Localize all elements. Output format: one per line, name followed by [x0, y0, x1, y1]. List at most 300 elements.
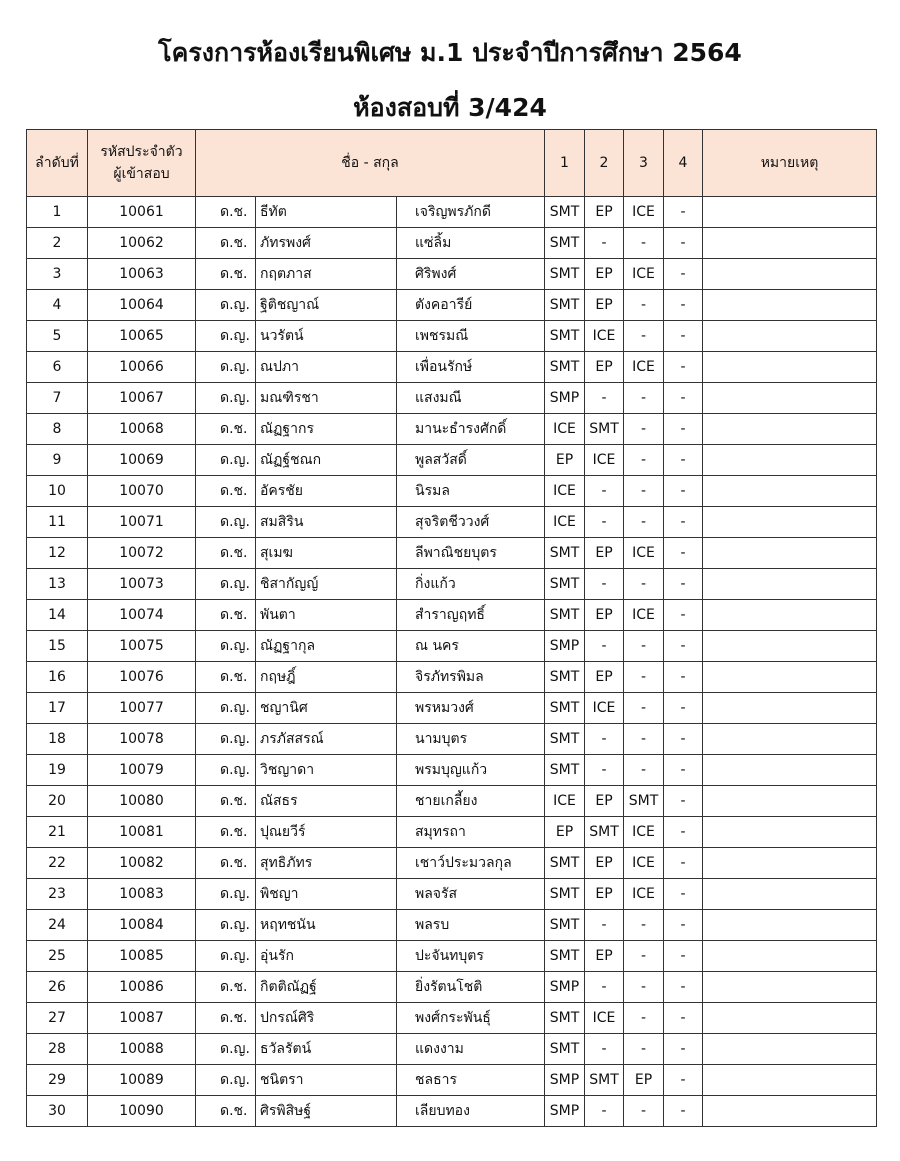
row-number: 4: [27, 290, 88, 321]
remark-cell: [703, 972, 877, 1003]
choice-4: -: [664, 259, 703, 290]
choice-2: ICE: [585, 445, 624, 476]
header-id-line1: รหัสประจำตัว: [100, 144, 183, 160]
row-number: 23: [27, 879, 88, 910]
choice-4: -: [664, 321, 703, 352]
remark-cell: [703, 879, 877, 910]
table-row: [27, 631, 877, 662]
remark-cell: [703, 631, 877, 662]
table-row: [27, 1065, 877, 1096]
remark-cell: [703, 755, 877, 786]
choice-3: -: [624, 228, 664, 259]
choice-4: -: [664, 972, 703, 1003]
student-id: 10083: [88, 879, 196, 910]
choice-3: -: [624, 414, 664, 445]
first-name: พันตา: [256, 600, 397, 631]
student-id: 10089: [88, 1065, 196, 1096]
choice-1: ICE: [545, 476, 585, 507]
choice-3: -: [624, 693, 664, 724]
name-prefix: ด.ญ.: [196, 1065, 256, 1096]
choice-3: -: [624, 910, 664, 941]
name-prefix: ด.ช.: [196, 817, 256, 848]
last-name: เลียบทอง: [397, 1096, 545, 1127]
choice-3: ICE: [624, 352, 664, 383]
last-name: นามบุตร: [397, 724, 545, 755]
table-row: [27, 941, 877, 972]
first-name: สุทธิภัทร: [256, 848, 397, 879]
remark-cell: [703, 941, 877, 972]
row-number: 25: [27, 941, 88, 972]
choice-4: -: [664, 817, 703, 848]
student-id: 10080: [88, 786, 196, 817]
student-id: 10081: [88, 817, 196, 848]
table-row: [27, 569, 877, 600]
choice-2: ICE: [585, 693, 624, 724]
student-id: 10084: [88, 910, 196, 941]
first-name: อัครชัย: [256, 476, 397, 507]
choice-1: EP: [545, 817, 585, 848]
first-name: ฐิติชญาณ์: [256, 290, 397, 321]
header-name: ชื่อ - สกุล: [196, 130, 545, 197]
header-choice-1: 1: [545, 130, 585, 197]
choice-2: -: [585, 228, 624, 259]
first-name: มณฑิรชา: [256, 383, 397, 414]
choice-2: EP: [585, 197, 624, 228]
name-prefix: ด.ช.: [196, 197, 256, 228]
first-name: ปกรณ์ศิริ: [256, 1003, 397, 1034]
last-name: ชลธาร: [397, 1065, 545, 1096]
choice-1: ICE: [545, 507, 585, 538]
name-prefix: ด.ช.: [196, 259, 256, 290]
table-row: [27, 228, 877, 259]
student-id: 10088: [88, 1034, 196, 1065]
remark-cell: [703, 569, 877, 600]
choice-2: -: [585, 383, 624, 414]
row-number: 13: [27, 569, 88, 600]
student-id: 10079: [88, 755, 196, 786]
choice-4: -: [664, 693, 703, 724]
last-name: แสงมณี: [397, 383, 545, 414]
choice-3: -: [624, 290, 664, 321]
choice-3: -: [624, 631, 664, 662]
choice-1: ICE: [545, 786, 585, 817]
last-name: แซ่ลิ้ม: [397, 228, 545, 259]
choice-1: SMT: [545, 290, 585, 321]
header-id: [88, 130, 196, 197]
name-prefix: ด.ญ.: [196, 724, 256, 755]
row-number: 27: [27, 1003, 88, 1034]
table-row: [27, 1034, 877, 1065]
choice-4: -: [664, 910, 703, 941]
choice-3: -: [624, 321, 664, 352]
first-name: ศิรพิสิษฐ์: [256, 1096, 397, 1127]
choice-3: -: [624, 755, 664, 786]
table-row: [27, 352, 877, 383]
choice-4: -: [664, 662, 703, 693]
name-prefix: ด.ญ.: [196, 631, 256, 662]
last-name: ศิริพงศ์: [397, 259, 545, 290]
choice-1: SMT: [545, 352, 585, 383]
row-number: 17: [27, 693, 88, 724]
first-name: สมสิริน: [256, 507, 397, 538]
choice-3: -: [624, 941, 664, 972]
row-number: 30: [27, 1096, 88, 1127]
row-number: 29: [27, 1065, 88, 1096]
last-name: พรมบุญแก้ว: [397, 755, 545, 786]
choice-1: SMT: [545, 569, 585, 600]
header-remark: หมายเหตุ: [703, 130, 877, 197]
choice-4: -: [664, 569, 703, 600]
choice-3: -: [624, 507, 664, 538]
remark-cell: [703, 817, 877, 848]
row-number: 15: [27, 631, 88, 662]
first-name: กฤษฎิ์: [256, 662, 397, 693]
table-row: [27, 1096, 877, 1127]
first-name: ณัสธร: [256, 786, 397, 817]
choice-4: -: [664, 352, 703, 383]
name-prefix: ด.ญ.: [196, 910, 256, 941]
name-prefix: ด.ช.: [196, 848, 256, 879]
row-number: 8: [27, 414, 88, 445]
first-name: ภรภัสสรณ์: [256, 724, 397, 755]
first-name: ธวัลรัตน์: [256, 1034, 397, 1065]
remark-cell: [703, 352, 877, 383]
student-id: 10075: [88, 631, 196, 662]
last-name: จิรภัทรพิมล: [397, 662, 545, 693]
choice-4: -: [664, 941, 703, 972]
choice-3: -: [624, 476, 664, 507]
choice-3: EP: [624, 1065, 664, 1096]
choice-1: SMT: [545, 662, 585, 693]
last-name: ชายเกลี้ยง: [397, 786, 545, 817]
table-row: [27, 538, 877, 569]
student-id: 10078: [88, 724, 196, 755]
header-id-line2: ผู้เข้าสอบ: [113, 166, 170, 182]
last-name: กิ่งแก้ว: [397, 569, 545, 600]
choice-2: -: [585, 476, 624, 507]
choice-1: SMT: [545, 600, 585, 631]
choice-1: SMT: [545, 197, 585, 228]
row-number: 24: [27, 910, 88, 941]
row-number: 22: [27, 848, 88, 879]
first-name: อุ่นรัก: [256, 941, 397, 972]
choice-1: SMT: [545, 259, 585, 290]
first-name: สุเมฆ: [256, 538, 397, 569]
last-name: เพื่อนรักษ์: [397, 352, 545, 383]
row-number: 10: [27, 476, 88, 507]
last-name: พลจรัส: [397, 879, 545, 910]
last-name: พงศ์กระพันธุ์: [397, 1003, 545, 1034]
choice-2: -: [585, 724, 624, 755]
remark-cell: [703, 228, 877, 259]
row-number: 14: [27, 600, 88, 631]
remark-cell: [703, 600, 877, 631]
name-prefix: ด.ญ.: [196, 321, 256, 352]
choice-1: SMP: [545, 383, 585, 414]
student-id: 10085: [88, 941, 196, 972]
choice-4: -: [664, 1065, 703, 1096]
first-name: ณัฏฐ์ชณก: [256, 445, 397, 476]
student-id: 10070: [88, 476, 196, 507]
student-id: 10072: [88, 538, 196, 569]
name-prefix: ด.ช.: [196, 414, 256, 445]
header-no: ลำดับที่: [27, 130, 88, 197]
choice-2: EP: [585, 259, 624, 290]
choice-3: ICE: [624, 600, 664, 631]
choice-3: -: [624, 383, 664, 414]
first-name: ณัฏฐากร: [256, 414, 397, 445]
name-prefix: ด.ญ.: [196, 569, 256, 600]
remark-cell: [703, 1065, 877, 1096]
name-prefix: ด.ญ.: [196, 352, 256, 383]
remark-cell: [703, 445, 877, 476]
last-name: ยิ่งรัตนโชติ: [397, 972, 545, 1003]
student-id: 10066: [88, 352, 196, 383]
name-prefix: ด.ช.: [196, 600, 256, 631]
name-prefix: ด.ญ.: [196, 507, 256, 538]
first-name: ธีทัต: [256, 197, 397, 228]
remark-cell: [703, 910, 877, 941]
row-number: 7: [27, 383, 88, 414]
table-row: [27, 383, 877, 414]
choice-2: -: [585, 1034, 624, 1065]
table-row: [27, 197, 877, 228]
page-title: โครงการห้องเรียนพิเศษ ม.1 ประจำปีการศึกษา 2564: [158, 38, 742, 67]
header-choice-2: 2: [585, 130, 624, 197]
row-number: 2: [27, 228, 88, 259]
first-name: ปุณยวีร์: [256, 817, 397, 848]
first-name: ชิสากัญญ์: [256, 569, 397, 600]
choice-2: ICE: [585, 1003, 624, 1034]
choice-4: -: [664, 507, 703, 538]
choice-1: SMT: [545, 724, 585, 755]
name-prefix: ด.ช.: [196, 476, 256, 507]
row-number: 16: [27, 662, 88, 693]
table-row: [27, 476, 877, 507]
table-row: [27, 445, 877, 476]
name-prefix: ด.ญ.: [196, 941, 256, 972]
student-id: 10087: [88, 1003, 196, 1034]
choice-1: EP: [545, 445, 585, 476]
choice-2: -: [585, 910, 624, 941]
choice-1: SMT: [545, 848, 585, 879]
choice-1: SMT: [545, 879, 585, 910]
last-name: ณ นคร: [397, 631, 545, 662]
choice-2: EP: [585, 662, 624, 693]
last-name: ตังคอารีย์: [397, 290, 545, 321]
choice-1: SMP: [545, 1065, 585, 1096]
remark-cell: [703, 693, 877, 724]
row-number: 21: [27, 817, 88, 848]
choice-2: EP: [585, 290, 624, 321]
choice-1: ICE: [545, 414, 585, 445]
first-name: กฤตภาส: [256, 259, 397, 290]
student-id: 10074: [88, 600, 196, 631]
student-table: [26, 129, 877, 1127]
table-row: [27, 879, 877, 910]
choice-3: ICE: [624, 538, 664, 569]
first-name: หฤทชนัน: [256, 910, 397, 941]
row-number: 11: [27, 507, 88, 538]
header-choice-3: 3: [624, 130, 664, 197]
name-prefix: ด.ช.: [196, 972, 256, 1003]
remark-cell: [703, 1096, 877, 1127]
row-number: 6: [27, 352, 88, 383]
choice-1: SMP: [545, 972, 585, 1003]
last-name: พลรบ: [397, 910, 545, 941]
choice-4: -: [664, 1003, 703, 1034]
last-name: ปะจันทบุตร: [397, 941, 545, 972]
choice-3: ICE: [624, 817, 664, 848]
header-row: [27, 130, 877, 197]
student-id: 10071: [88, 507, 196, 538]
row-number: 18: [27, 724, 88, 755]
choice-2: EP: [585, 848, 624, 879]
choice-1: SMT: [545, 1003, 585, 1034]
remark-cell: [703, 259, 877, 290]
row-number: 26: [27, 972, 88, 1003]
choice-2: SMT: [585, 1065, 624, 1096]
choice-4: -: [664, 631, 703, 662]
choice-3: -: [624, 445, 664, 476]
last-name: สมุทรถา: [397, 817, 545, 848]
choice-4: -: [664, 724, 703, 755]
first-name: ณัฏฐากุล: [256, 631, 397, 662]
choice-3: SMT: [624, 786, 664, 817]
name-prefix: ด.ญ.: [196, 445, 256, 476]
choice-2: -: [585, 507, 624, 538]
choice-3: ICE: [624, 879, 664, 910]
name-prefix: ด.ช.: [196, 1096, 256, 1127]
table-row: [27, 414, 877, 445]
choice-2: EP: [585, 600, 624, 631]
name-prefix: ด.ญ.: [196, 693, 256, 724]
exam-room-title: ห้องสอบที่ 3/424: [353, 93, 547, 122]
row-number: 1: [27, 197, 88, 228]
student-id: 10062: [88, 228, 196, 259]
choice-3: -: [624, 1034, 664, 1065]
row-number: 3: [27, 259, 88, 290]
choice-4: -: [664, 445, 703, 476]
choice-2: -: [585, 1096, 624, 1127]
choice-2: -: [585, 972, 624, 1003]
choice-2: EP: [585, 352, 624, 383]
row-number: 19: [27, 755, 88, 786]
name-prefix: ด.ช.: [196, 786, 256, 817]
last-name: สำราญฤทธิ์: [397, 600, 545, 631]
remark-cell: [703, 321, 877, 352]
student-id: 10076: [88, 662, 196, 693]
table-row: [27, 321, 877, 352]
table-row: [27, 910, 877, 941]
remark-cell: [703, 662, 877, 693]
last-name: ลีพาณิชยบุตร: [397, 538, 545, 569]
choice-1: SMT: [545, 693, 585, 724]
name-prefix: ด.ญ.: [196, 755, 256, 786]
last-name: พูลสวัสดิ์: [397, 445, 545, 476]
student-id: 10068: [88, 414, 196, 445]
last-name: เพชรมณี: [397, 321, 545, 352]
table-row: [27, 848, 877, 879]
choice-3: ICE: [624, 259, 664, 290]
row-number: 5: [27, 321, 88, 352]
name-prefix: ด.ญ.: [196, 1034, 256, 1065]
choice-2: -: [585, 631, 624, 662]
choice-3: ICE: [624, 197, 664, 228]
student-id: 10065: [88, 321, 196, 352]
choice-4: -: [664, 1096, 703, 1127]
row-number: 28: [27, 1034, 88, 1065]
first-name: ณปภา: [256, 352, 397, 383]
choice-2: SMT: [585, 414, 624, 445]
choice-4: -: [664, 538, 703, 569]
choice-1: SMP: [545, 631, 585, 662]
choice-4: -: [664, 786, 703, 817]
row-number: 20: [27, 786, 88, 817]
table-row: [27, 290, 877, 321]
table-row: [27, 786, 877, 817]
remark-cell: [703, 1034, 877, 1065]
remark-cell: [703, 197, 877, 228]
choice-1: SMP: [545, 1096, 585, 1127]
student-id: 10064: [88, 290, 196, 321]
name-prefix: ด.ช.: [196, 538, 256, 569]
choice-2: EP: [585, 786, 624, 817]
name-prefix: ด.ญ.: [196, 383, 256, 414]
row-number: 9: [27, 445, 88, 476]
choice-2: ICE: [585, 321, 624, 352]
student-id: 10082: [88, 848, 196, 879]
choice-4: -: [664, 848, 703, 879]
remark-cell: [703, 476, 877, 507]
table-row: [27, 1003, 877, 1034]
student-id: 10063: [88, 259, 196, 290]
choice-2: EP: [585, 879, 624, 910]
choice-1: SMT: [545, 321, 585, 352]
choice-4: -: [664, 414, 703, 445]
table-row: [27, 755, 877, 786]
table-row: [27, 600, 877, 631]
row-number: 12: [27, 538, 88, 569]
student-id: 10077: [88, 693, 196, 724]
remark-cell: [703, 507, 877, 538]
last-name: แดงงาม: [397, 1034, 545, 1065]
student-id: 10086: [88, 972, 196, 1003]
remark-cell: [703, 538, 877, 569]
choice-4: -: [664, 755, 703, 786]
first-name: นวรัตน์: [256, 321, 397, 352]
choice-2: EP: [585, 538, 624, 569]
choice-2: EP: [585, 941, 624, 972]
last-name: พรหมวงศ์: [397, 693, 545, 724]
table-row: [27, 724, 877, 755]
choice-4: -: [664, 290, 703, 321]
first-name: ภัทรพงศ์: [256, 228, 397, 259]
choice-4: -: [664, 197, 703, 228]
choice-3: -: [624, 1003, 664, 1034]
table-row: [27, 662, 877, 693]
choice-2: SMT: [585, 817, 624, 848]
student-id: 10069: [88, 445, 196, 476]
last-name: เจริญพรภักดี: [397, 197, 545, 228]
choice-1: SMT: [545, 1034, 585, 1065]
first-name: กิตติณัฏฐ์: [256, 972, 397, 1003]
remark-cell: [703, 383, 877, 414]
first-name: พิชญา: [256, 879, 397, 910]
remark-cell: [703, 724, 877, 755]
choice-2: -: [585, 755, 624, 786]
choice-4: -: [664, 600, 703, 631]
